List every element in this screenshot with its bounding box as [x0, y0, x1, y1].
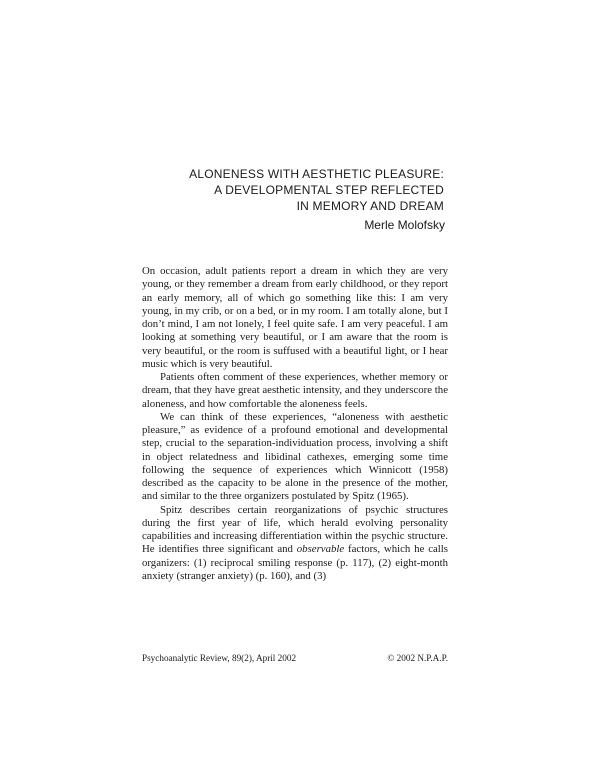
- author-name: Merle Molofsky: [364, 218, 445, 232]
- title-line-2: A DEVELOPMENTAL STEP REFLECTED: [214, 183, 444, 197]
- journal-citation: Psychoanalytic Review, 89(2), April 2002: [142, 653, 297, 663]
- paragraph-2: Patients often comment of these experiences, whether memory or dream, that they have great aesthetic intensity, and they underscore the aloneness, and how comfortable the aloneness feels.: [142, 371, 448, 410]
- paragraph-3: We can think of these experiences, “aloneness with aesthetic pleasure,” as evidence of a profound emotional and developmental step, crucial to the separation-individuation process, involving a shift in object relatedness and libidinal cathexes, emerging some time following the sequence of experiences which Winnicott (1958) described as the capacity to be alone in the presence of the mother, and similar to the three organizers postulated by Spitz (1965).: [142, 410, 448, 503]
- page-footer: [142, 652, 448, 664]
- title-line-3: IN MEMORY AND DREAM: [296, 199, 444, 213]
- paragraph-1: On occasion, adult patients report a dream in which they are very young, or they remember a dream from early childhood, or they report an early memory, all of which go something like this: I am very young, in my crib, or on a bed, or in my room. I am totally alone, but I don’t mind, I am not lonely, I feel quite safe. I am very peaceful. I am looking at something very beautiful, or I am aware that the room is very beautiful, or the room is suffused with a beautiful light, or I hear music which is very beautiful.: [142, 265, 448, 370]
- title-line-1: ALONENESS WITH AESTHETIC PLEASURE:: [189, 167, 444, 181]
- emphasized-word: observable: [296, 543, 345, 556]
- copyright-notice: © 2002 N.P.A.P.: [387, 653, 448, 663]
- paragraph-4: Spitz describes certain reorganizations of psychic structures during the first year of life, which herald evolving personality capabilities and increasing differentiation within the psychic structure. He identifies three significant and observable factors, which he calls organizers: (1) reciprocal smiling response (p. 117), (2) eight-month anxiety (stranger anxiety) (p. 160), and (3): [142, 503, 449, 582]
- article-body: [142, 265, 448, 583]
- article-title: [189, 166, 444, 214]
